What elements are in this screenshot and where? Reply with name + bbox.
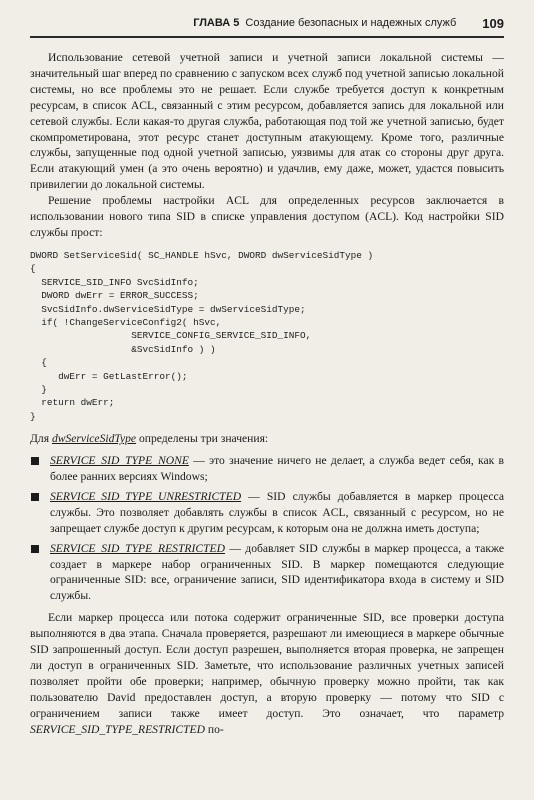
paragraph-3-tail: по- — [204, 722, 224, 736]
list-item — [30, 453, 504, 485]
square-bullet-icon — [31, 493, 39, 501]
chapter-label: ГЛАВА 5 — [193, 17, 240, 29]
square-bullet-icon — [31, 457, 39, 465]
list-item-term: SERVICE_SID_TYPE_RESTRICTED — [50, 541, 225, 555]
page-number: 109 — [482, 15, 504, 31]
code-listing: DWORD SetServiceSid( SC_HANDLE hSvc, DWORD dwServiceSidType ) { SERVICE_SID_INFO SvcSidInfo; DWORD dwErr = ERROR_SUCCESS; SvcSidInfo.dwServiceSidType = dwServiceSidType; if( !ChangeServiceConfig2( hSvc, SERVICE_CONFIG_SERVICE_SID_INFO, &SvcSidInfo ) ) { dwErr = GetLastError(); } return dwErr; } — [30, 249, 374, 422]
defs-intro-suffix: определены три значения: — [136, 432, 269, 446]
list-item — [30, 541, 504, 605]
paragraph-3-text: Если маркер процесса или потока содержит ограниченные SID, все проверки доступа выполняются в два этапа. Сначала проверяется, разрешают ли имеющиеся в маркере обычные SID запрошенный доступ. Если доступ разрешен, выполняется вторая проверка, не запрещен ли доступ в ограниченных SID. Заметьте, что использование различных учетных записей позволяет пройти обе проверки; например, обычную проверку можно пройти, так как пользователю David предоставлен доступ, а вторую проверку — потому что SID с ограничением записи также имеет доступ. Это означает, что параметр — [30, 611, 504, 720]
definitions-intro — [30, 431, 504, 447]
definitions-list — [30, 453, 504, 604]
defs-intro-term: dwServiceSidType — [51, 432, 137, 446]
defs-intro-prefix: Для — [30, 432, 52, 446]
list-item-text: — это значение ничего не делает, а служба ведет себя, как в более ранних версиях Windows; — [50, 454, 504, 483]
paragraph-2: Решение проблемы настройки ACL для определенных ресурсов заключается в использовании нового типа SID в списке управления доступом (ACL). Код настройки SID службы прост: — [30, 194, 504, 239]
paragraph-3-term: SERVICE_SID_TYPE_RESTRICTED — [30, 722, 205, 736]
chapter-title: Создание безопасных и надежных служб — [245, 17, 457, 29]
running-header — [30, 10, 504, 38]
list-item — [30, 489, 504, 537]
list-item-text: — добавляет SID службы в маркер процесса, а также создает в маркере набор ограниченных SID. В маркер помещаются следующие ограниченные SID: все, ограничение записи, SID идентификатора входа в систему и SID службы. — [50, 541, 504, 603]
list-item-term: SERVICE_SID_TYPE_NONE — [50, 454, 189, 468]
paragraph-3 — [30, 610, 504, 737]
list-item-text: — SID службы добавляется в маркер процесса службы. Это позволяет добавлять службы в список ACL, связанный с ресурсом, но не запрещает службе доступ к другим ресурсам, к которым она не должна иметь доступа; — [50, 489, 504, 535]
paragraph-1: Использование сетевой учетной записи и учетной записи локальной системы — значительный шаг вперед по сравнению с запуском всех служб под учетной записью локальной системы, но все проблемы это не решает. Если службе требуется доступ к конкретным ресурсам, в список ACL, связанный с этим ресурсом, добавляется запись для локальной или сетевой службы. Если какая-то другая служба, работающая под той же учетной записью, будет скомпрометирована, этот ресурс станет доступным атакующему. Кроме того, различные службы, запущенные под одной учетной записью, уязвимы для атак со стороны друг друга. Если атакующий умен (а это очень вероятно) и удачлив, ему даже, может, удастся повысить привилегии до локальной системы. — [30, 51, 504, 192]
square-bullet-icon — [31, 545, 39, 553]
list-item-term: SERVICE_SID_TYPE_UNRESTRICTED — [50, 489, 242, 503]
